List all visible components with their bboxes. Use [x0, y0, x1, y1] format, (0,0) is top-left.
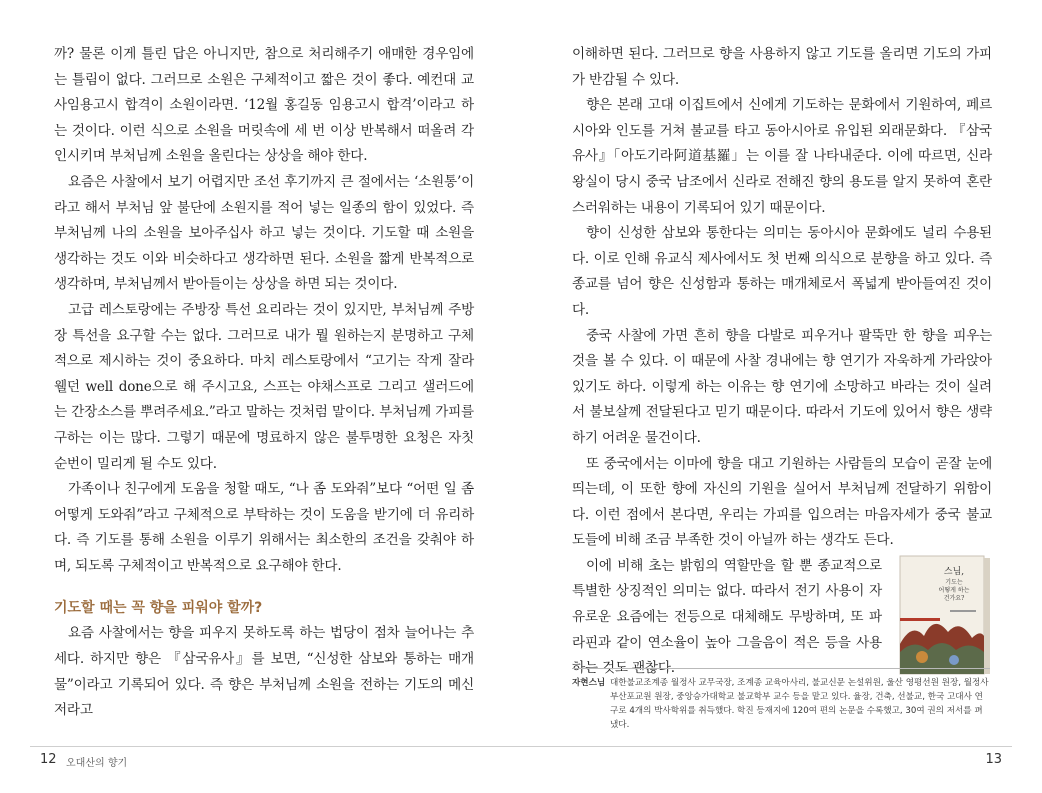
body-paragraph: 향은 본래 고대 이집트에서 신에게 기도하는 문화에서 기원하여, 페르시아와 인도를 거쳐 불교를 타고 동아시아로 유입된 외래문화다. 『삼국유사』「아도기라阿道基羅」는 이를 잘 나타내준다. 이에 따르면, 신라 왕실이 당시 중국 남조에서 신라로 전해진 향의 용도를 알지 못하여 혼란스러워하는 내용이 기록되어 있기 때문이다.: [572, 97, 992, 216]
author-description: 대한불교조계종 월정사 교무국장, 조계종 교육아사리, 불교신문 논설위원, 울산 영평선원 원장, 월정사 부산포교원 원장, 중앙승가대학교 불교학부 교수 등을 맡고 있다. 율장, 건축, 선불교, 한국 고대사 연구로 4개의 박사학위를 취득했다. 학진 등재지에 120여 편의 논문을 수록했고, 30여 권의 저서를 펴냈다.: [610, 678, 989, 730]
body-paragraph: 또 중국에서는 이마에 향을 대고 기원하는 사람들의 모습이 곧잘 눈에 띄는데, 이 또한 향에 자신의 기원을 실어서 부처님께 전달하기 위함이다. 이런 점에서 본다면, 우리는 가피를 입으려는 마음자세가 중국 불교도들에 비해 조금 부족한 것이 아닐까 하는 생각도 든다.: [572, 455, 992, 549]
book-title-line: 건가요?: [943, 594, 965, 602]
body-paragraph: 가족이나 친구에게 도움을 청할 때도, “나 좀 도와줘”보다 “어떤 일 좀 어떻게 도와줘”라고 구체적으로 부탁하는 것이 도움을 받기에 더 유리하다. 즉 기도를 통해 소원을 이루기 위해서는 최소한의 조건을 갖춰야 하며, 되도록 구체적이고 반복적으로 요구해야 한다.: [54, 481, 474, 574]
running-title: 오대산의 향기: [66, 758, 128, 769]
author-name: 자현스님: [572, 678, 606, 688]
body-paragraph: 요즘 사찰에서는 향을 피우지 못하도록 하는 법당이 점차 늘어나는 추세다. 하지만 향은 『삼국유사』를 보면, “신성한 삼보와 통하는 매개물”이라고 기록되어 있다. 즉 향은 부처님께 소원을 전하는 기도의 메신저라고: [54, 625, 474, 719]
body-paragraph: 요즘은 사찰에서 보기 어렵지만 조선 후기까지 큰 절에서는 ‘소원통’이라고 해서 부처님 앞 불단에 소원지를 적어 넣는 일종의 함이 있었다. 즉 부처님께 나의 소원을 보아주십사 하고 넣는 것이다. 기도할 때 소원을 생각하는 것도 이와 비슷하다고 생각하면 된다. 소원을 짧게 반복적으로 생각하며, 부처님께서 받아들이는 상상을 하면 되는 것이다.: [54, 173, 474, 293]
left-page-column: [54, 42, 474, 724]
author-bio: [572, 668, 990, 732]
wrap-section: [572, 554, 992, 682]
book-title-line: 어떻게 하는: [938, 586, 970, 594]
book-cover-image: [892, 552, 992, 682]
body-paragraph: 향이 신성한 삼보와 통한다는 의미는 동아시아 문화에도 널리 수용된다. 이로 인해 유교식 제사에서도 첫 번째 의식으로 분향을 하고 있다. 즉 종교를 넘어 향은 신성함과 통하는 매개체로서 폭넓게 받아들여진 것이다.: [572, 225, 992, 318]
page-number-left: 12: [40, 752, 57, 767]
footer-divider: [30, 746, 1012, 747]
section-heading: 기도할 때는 꼭 향을 피워야 할까?: [54, 600, 263, 617]
page-number-right: 13: [985, 752, 1002, 767]
body-paragraph: 이해하면 된다. 그러므로 향을 사용하지 않고 기도를 올리면 기도의 가피가 반감될 수 있다.: [572, 46, 992, 88]
book-title-line: 스님,: [943, 566, 965, 577]
body-paragraph: 까? 물론 이게 틀린 답은 아니지만, 참으로 처리해주기 애매한 경우임에는 틀림이 없다. 그러므로 소원은 구체적이고 짧은 것이 좋다. 예컨대 교사임용고시 합격이 소원이라면. ‘12월 홍길동 임용고시 합격’이라고 하는 것이다. 이런 식으로 소원을 머릿속에 세 번 이상 반복해서 떠올려 각인시키며 부처님께 소원을 올린다는 상상을 해야 한다.: [54, 46, 474, 165]
body-paragraph: 고급 레스토랑에는 주방장 특선 요리라는 것이 있지만, 부처님께 주방장 특선을 요구할 수는 없다. 그러므로 내가 뭘 원하는지 분명하고 구체적으로 제시하는 것이 중요하다. 마치 레스토랑에서 “고기는 작게 잘라 웰던 well done으로 해 주시고요, 스프는 야채스프로 그리고 샐러드에는 간장소스를 뿌려주세요.”라고 말하는 것처럼 말이다. 부처님께 가피를 구하는 이는 많다. 그렇기 때문에 명료하지 않은 불투명한 요청은 자칫 순번이 밀리게 될 수도 있다.: [54, 301, 474, 472]
body-paragraph: 중국 사찰에 가면 흔히 향을 다발로 피우거나 팔뚝만 한 향을 피우는 것을 볼 수 있다. 이 때문에 사찰 경내에는 향 연기가 자욱하게 가라앉아 있기도 하다. 이렇게 하는 이유는 향 연기에 소망하고 바라는 것이 실려서 불보살께 전달된다고 믿기 때문이다. 따라서 기도에 있어서 향은 생략하기 어려운 물건이다.: [572, 327, 992, 446]
right-page-column: [572, 42, 992, 682]
body-paragraph: 이에 비해 초는 밝힘의 역할만을 할 뿐 종교적으로 특별한 상징적인 의미는 없다. 따라서 전기 사용이 자유로운 요즘에는 전등으로 대체해도 무방하며, 또 파라핀과 같이 연소율이 높아 그을음이 적은 등을 사용하는 것도 괜찮다.: [572, 557, 882, 677]
book-title-line: 기도는: [945, 578, 963, 586]
